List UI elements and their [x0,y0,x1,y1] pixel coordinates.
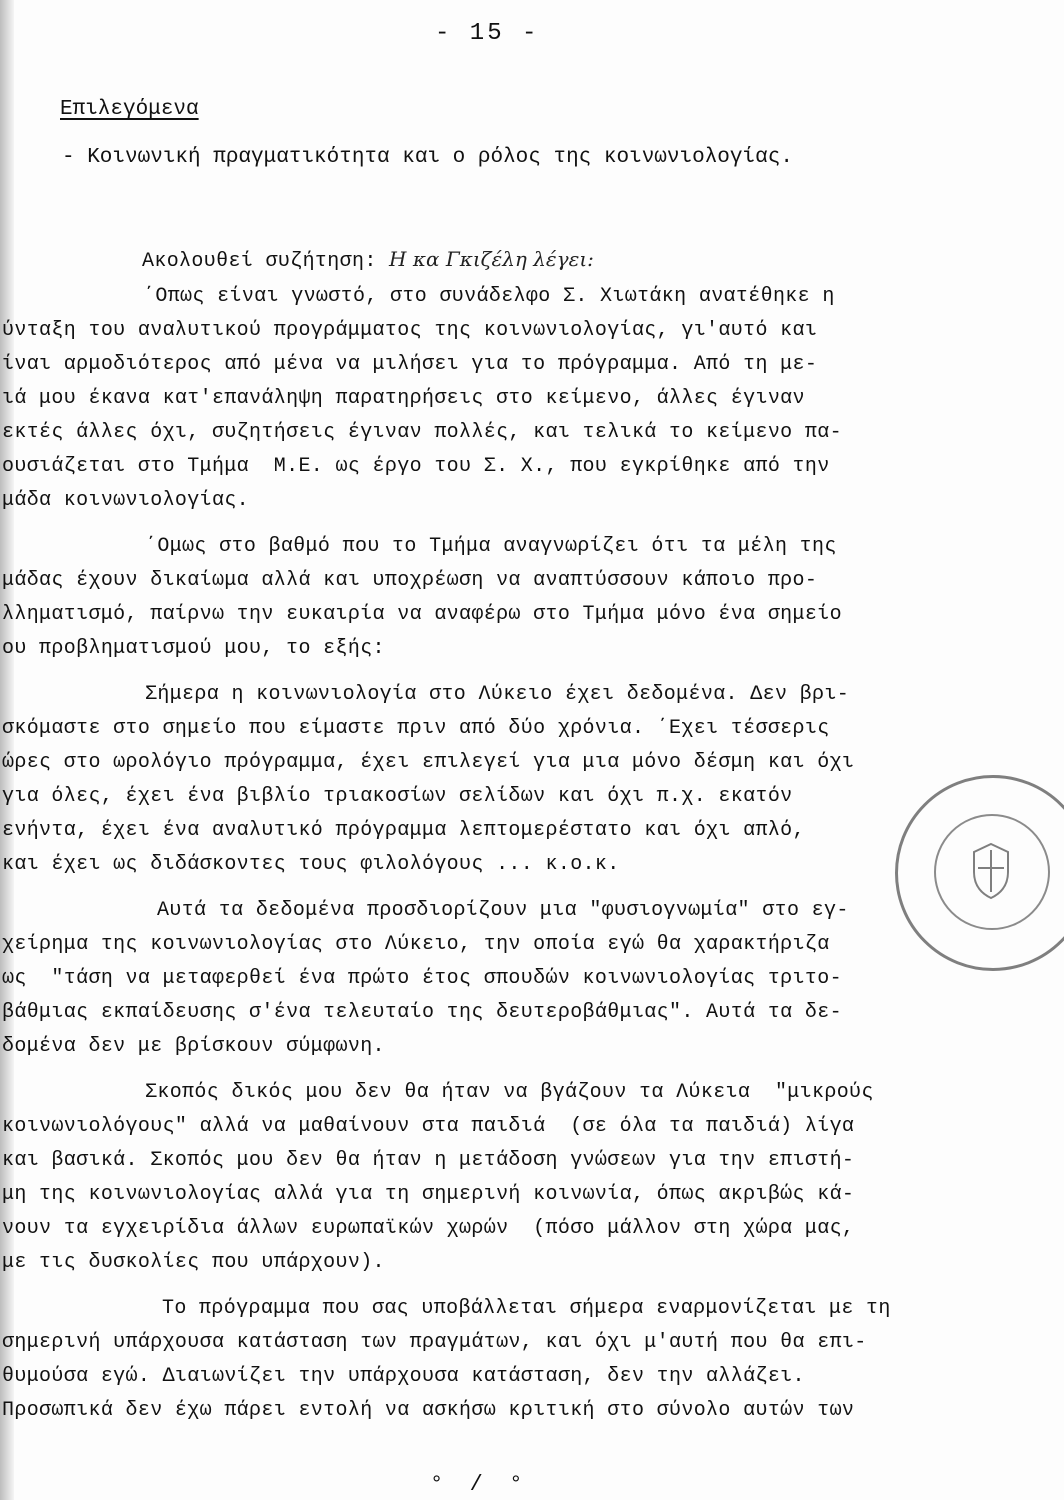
text-line: λληματισμό, παίρνω την ευκαιρία να αναφέρω στο Τμήμα μόνο ένα σημείο [2,603,842,626]
text-line: ίναι αρμοδιότερος από μένα να μιλήσει για το πρόγραμμα. Από τη με- [2,353,818,376]
text-line: ΄Οπως είναι γνωστό, στο συνάδελφο Σ. Χιωτάκη ανατέθηκε η [143,285,835,308]
footer-mark: ° / ° [430,1472,523,1497]
text-line: θυμούσα εγώ. Διαιωνίζει την υπάρχουσα κατάσταση, δεν την αλλάζει. [2,1365,805,1388]
text-line: με τις δυσκολίες που υπάρχουν). [2,1251,385,1274]
text-line: χείρημα της κοινωνιολογίας στο Λύκειο, την οποία εγώ θα χαρακτήριζα [2,933,830,956]
text-line: Σκοπός δικός μου δεν θα ήταν να βγάζουν τα Λύκεια "μικρούς [145,1081,874,1104]
text-line: Το πρόγραμμα που σας υποβάλλεται σήμερα εναρμονίζεται με τη [162,1297,891,1320]
text-line: ΄Ομως στο βαθμό που το Τμήμα αναγνωρίζει ότι τα μέλη της [145,535,837,558]
discussion-line [142,247,594,273]
text-line: μάδα κοινωνιολογίας. [2,489,250,512]
discussion-label: Ακολουθεί συζήτηση: [142,250,377,273]
official-stamp [895,775,1064,971]
text-line: νουν τα εγχειρίδια άλλων ευρωπαϊκών χωρών (πόσο μάλλον στη χώρα μας, [2,1217,855,1240]
text-line: μη της κοινωνιολογίας αλλά για τη σημερινή κοινωνία, όπως ακριβώς κά- [2,1183,855,1206]
text-line: για όλες, έχει ένα βιβλίο τριακοσίων σελίδων και όχι π.χ. εκατόν [2,785,793,808]
page-number: - 15 - [435,20,540,47]
text-line: Σήμερα η κοινωνιολογία στο Λύκειο έχει δεδομένα. Δεν βρι- [145,683,850,706]
text-line: ου προβληματισμού μου, το εξής: [2,637,385,660]
text-line: Αυτά τα δεδομένα προσδιορίζουν μια "φυσιογνωμία" στο εγ- [157,899,849,922]
text-line: ως "τάση να μεταφερθεί ένα πρώτο έτος σπουδών κοινωνιολογίας τριτο- [2,967,842,990]
binding-shadow [0,0,14,1500]
text-line: εκτές άλλες όχι, συζητήσεις έγιναν πολλές, και τελικά το κείμενο πα- [2,421,842,444]
section-subheading: - Κοινωνική πραγματικότητα και ο ρόλος της κοινωνιολογίας. [62,146,793,169]
emblem-icon [956,836,1026,906]
text-line: μάδας έχουν δικαίωμα αλλά και υποχρέωση να αναπτύσσουν κάποιο προ- [2,569,818,592]
text-line: σκόμαστε στο σημείο που είμαστε πριν από δύο χρόνια. ΄Εχει τέσσερις [2,717,830,740]
text-line: δομένα δεν με βρίσκουν σύμφωνη. [2,1035,385,1058]
text-line: ώρες στο ωρολόγιο πρόγραμμα, έχει επιλεγεί για μια μόνο δέσμη και όχι [2,751,855,774]
text-line: ιά μου έκανα κατ'επανάληψη παρατηρήσεις στο κείμενο, άλλες έγιναν [2,387,805,410]
handwritten-note: Η κα Γκιζέλη λέγει: [389,247,594,271]
section-heading: Επιλεγόμενα [60,98,199,121]
text-line: και βασικά. Σκοπός μου δεν θα ήταν η μετάδοση γνώσεων για την επιστή- [2,1149,855,1172]
text-line: Προσωπικά δεν έχω πάρει εντολή να ασκήσω κριτική στο σύνολο αυτών των [2,1399,855,1422]
text-line: και έχει ως διδάσκοντες τους φιλολόγους ... κ.ο.κ. [2,853,620,876]
text-line: κοινωνιολόγους" αλλά να μαθαίνουν στα παιδιά (σε όλα τα παιδιά) λίγα [2,1115,855,1138]
text-line: βάθμιας εκπαίδευσης σ'ένα τελευταίο της δευτεροβάθμιας". Αυτά τα δε- [2,1001,842,1024]
text-line: ουσιάζεται στο Τμήμα Μ.Ε. ως έργο του Σ. Χ., που εγκρίθηκε από την [2,455,830,478]
text-line: ενήντα, έχει ένα αναλυτικό πρόγραμμα λεπτομερέστατο και όχι απλό, [2,819,805,842]
text-line: σημερινή υπάρχουσα κατάσταση των πραγμάτων, και όχι μ'αυτή που θα επι- [2,1331,867,1354]
text-line: ύνταξη του αναλυτικού προγράμματος της κοινωνιολογίας, γι'αυτό και [2,319,818,342]
